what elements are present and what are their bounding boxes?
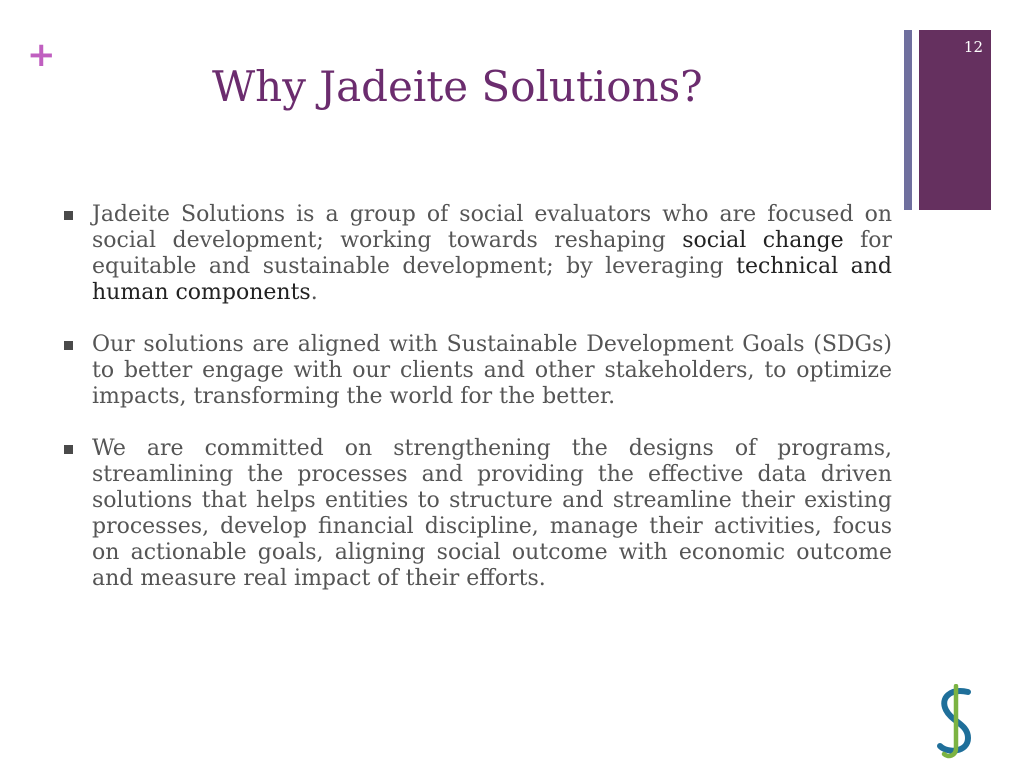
bullet-1-text-part2: for equitable and sustainable development; by leveraging — [92, 228, 892, 279]
plus-icon: + — [27, 35, 56, 75]
bullet-1-text-part1: Jadeite Solutions is a group of social evaluators who are focused on social development; working towards reshaping — [92, 202, 892, 253]
page-number: 12 — [963, 38, 983, 56]
bullet-2-text: Our solutions are aligned with Sustainable Development Goals (SDGs) to better engage with our clients and other stakeholders, to optimize impacts, transforming the world for the better. — [92, 332, 892, 409]
bullet-1-highlight-social-change: social change — [682, 228, 844, 253]
bullet-1-highlight-components: technical and human components — [92, 254, 892, 305]
square-bullet-icon — [64, 341, 73, 350]
bullet-item-3 — [64, 436, 892, 592]
bullet-item-1 — [64, 202, 892, 306]
bullet-3-text: We are committed on strengthening the designs of programs, streamlining the processes and providing the effective data driven solutions that helps entities to structure and streamline their existing processes, develop financial discipline, manage their activities, focus on actionable goals, aligning social outcome with economic outcome and measure real impact of their efforts. — [92, 436, 892, 591]
slide-title: Why Jadeite Solutions? — [212, 62, 703, 111]
bullet-1-text-part3: . — [310, 280, 318, 305]
bullet-item-2 — [64, 332, 892, 410]
square-bullet-icon — [64, 211, 73, 220]
decorative-thick-bar — [919, 30, 991, 210]
decorative-thin-bar — [904, 30, 912, 210]
bullet-list — [64, 202, 892, 618]
jadeite-logo-icon — [934, 684, 978, 760]
square-bullet-icon — [64, 445, 73, 454]
